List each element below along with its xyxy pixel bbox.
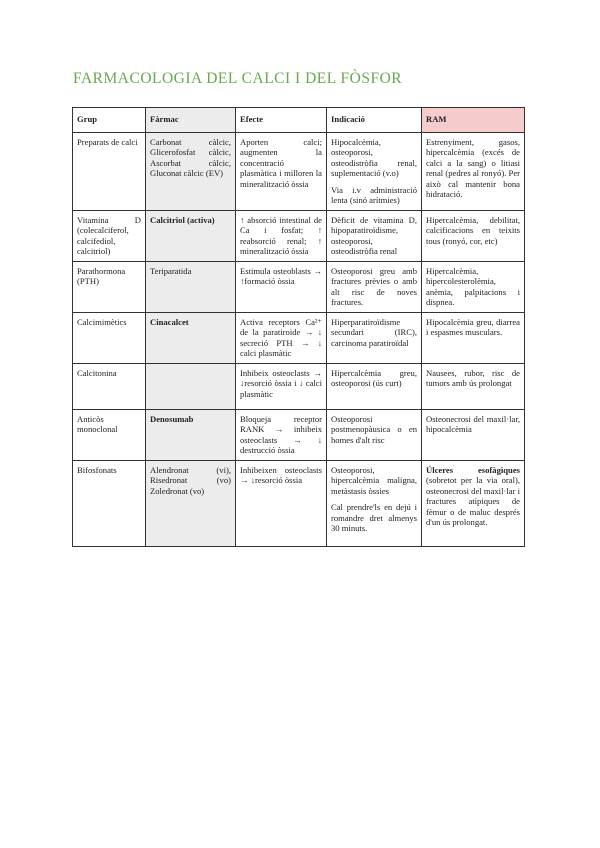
- page-title: FARMACOLOGIA DEL CALCI I DEL FÒSFOR: [73, 70, 403, 87]
- header-indicacio: Indicació: [327, 108, 422, 133]
- cell-ram: Hipercalcèmia, hipercolesterolèmia, anèmia, palpitacions i dispnea.: [422, 261, 525, 312]
- cell-grup: Anticòs monoclonal: [73, 409, 146, 460]
- indicacio-note: Via i.v administració lenta (sinó arítmies): [331, 184, 417, 206]
- cell-ram: Nausees, rubor, risc de tumors amb ús prolongat: [422, 363, 525, 409]
- header-grup: Grup: [73, 108, 146, 133]
- cell-grup: Calcitonina: [73, 363, 146, 409]
- cell-indicacio: Osteoporosi greu amb fractures prèvies o amb alt risc de noves fractures.: [327, 261, 422, 312]
- cell-farmac: Calcitriol (activa): [146, 210, 236, 261]
- cell-efecte: ↑ absorció intestinal de Ca i fosfat; ↑ reabsorció renal; ↑ mineralització òssia: [236, 210, 327, 261]
- cell-farmac: Teriparatida: [146, 261, 236, 312]
- cell-ram: Estrenyiment, gasos, hipercalcèmia (excés de calci a la sang) o litiasi renal (pedres al ronyó). Per això cal mantenir bona hidratació.: [422, 133, 525, 211]
- cell-grup: Calcimimètics: [73, 312, 146, 363]
- header-efecte: Efecte: [236, 108, 327, 133]
- header-farmac: Fàrmac: [146, 108, 236, 133]
- cell-indicacio: [327, 460, 422, 546]
- ram-text: (sobretot per la via oral), osteonecrosi del maxil·lar i fractures atípiques de fèmur o de maluc després d'un ús prolongat.: [426, 475, 520, 528]
- cell-indicacio: Osteoporosi postmenopàusica o en homes d'alt risc: [327, 409, 422, 460]
- cell-grup: Bifosfonats: [73, 460, 146, 546]
- cell-ram: Osteonecrosi del maxil·lar, hipocalcèmia: [422, 409, 525, 460]
- cell-efecte: Inhibeix osteoclasts → ↓resorció òssia i ↓ calci plasmàtic: [236, 363, 327, 409]
- cell-grup: Parathormona (PTH): [73, 261, 146, 312]
- indicacio-note: Cal prendre'ls en dejú i romandre dret almenys 30 minuts.: [331, 502, 417, 534]
- cell-farmac: Cinacalcet: [146, 312, 236, 363]
- table-row: [73, 261, 525, 312]
- table-row: [73, 409, 525, 460]
- table-row: [73, 210, 525, 261]
- indicacio-text: Osteoporosi, hipercalcèmia maligna, metàstasis òssies: [331, 464, 417, 496]
- table-row: [73, 363, 525, 409]
- pharmacology-table: [72, 107, 525, 547]
- cell-efecte: Bloqueja receptor RANK → inhibeix osteoclasts → ↓ destrucció òssia: [236, 409, 327, 460]
- cell-indicacio: Hiperparatiroïdisme secundari (IRC), carcinoma paratiroïdal: [327, 312, 422, 363]
- indicacio-text: Hipocalcèmia, osteoporosi, osteodistròfia renal, suplementació (v.o): [331, 137, 417, 179]
- table-row: [73, 133, 525, 211]
- cell-indicacio: Hipercalcèmia greu, osteoporosi (ús curt): [327, 363, 422, 409]
- cell-farmac: [146, 363, 236, 409]
- cell-indicacio: [327, 133, 422, 211]
- cell-grup: Vitamina D (colecalciferol, calcifediol, calcitriol): [73, 210, 146, 261]
- header-ram: RAM: [422, 108, 525, 133]
- cell-farmac: Carbonat càlcic, Glicerofosfat càlcic, Ascorbat càlcic, Gluconat càlcic (EV): [146, 133, 236, 211]
- cell-efecte: Inhibeixen osteoclasts → ↓resorció òssia: [236, 460, 327, 546]
- cell-ram: [422, 460, 525, 546]
- cell-efecte: Activa receptors Ca²⁺ de la paratiroide → ↓ secreció PTH → ↓ calci plasmàtic: [236, 312, 327, 363]
- ram-highlight: Úlceres esofàgiques: [426, 464, 520, 475]
- table-header-row: [73, 108, 525, 133]
- cell-ram: Hipercalcèmia, debilitat, calcificacions en teixits tous (ronyó, cor, etc): [422, 210, 525, 261]
- cell-farmac: Denosumab: [146, 409, 236, 460]
- cell-ram: Hipocalcèmia greu, diarrea i espasmes musculars.: [422, 312, 525, 363]
- table-row: [73, 460, 525, 546]
- cell-indicacio: Dèficit de vitamina D, hipoparatiroïdisme, osteoporosi, osteodistròfia renal: [327, 210, 422, 261]
- cell-farmac: Alendronat (vi), Risedronat (vo) Zoledronat (vo): [146, 460, 236, 546]
- cell-grup: Preparats de calci: [73, 133, 146, 211]
- cell-efecte: Aporten calci; augmenten la concentració plasmàtica i milloren la mineralització òssia: [236, 133, 327, 211]
- table-row: [73, 312, 525, 363]
- cell-efecte: Estimula osteoblasts → ↑formació òssia: [236, 261, 327, 312]
